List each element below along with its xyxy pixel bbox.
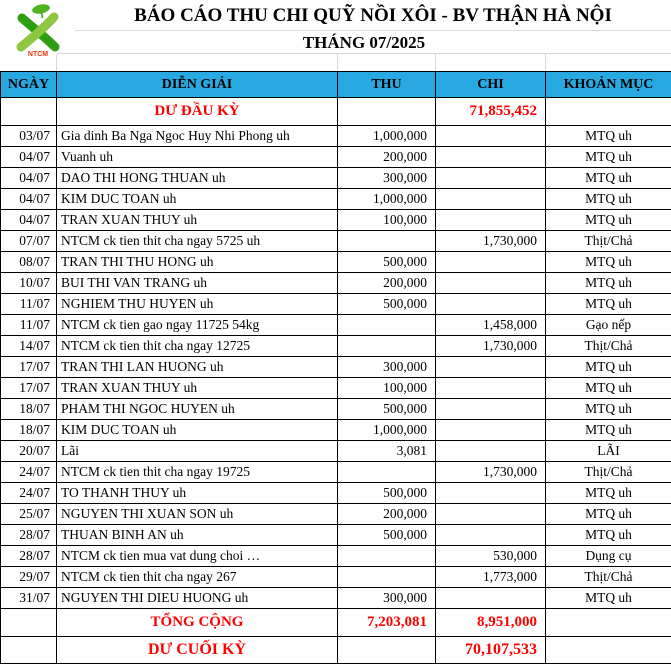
cell-chi bbox=[436, 252, 546, 273]
closing-balance-row bbox=[1, 637, 671, 664]
cell-date: 04/07 bbox=[1, 210, 57, 231]
cell-description: NTCM ck tien thit cha ngay 19725 bbox=[57, 462, 338, 483]
cell-category: MTQ uh bbox=[546, 189, 671, 210]
cell-thu bbox=[338, 637, 436, 664]
cell-description: THUAN BINH AN uh bbox=[57, 525, 338, 546]
cell-chi bbox=[436, 588, 546, 609]
cell-description: KIM DUC TOAN uh bbox=[57, 189, 338, 210]
cell-category: Dụng cụ bbox=[546, 546, 671, 567]
cell-chi bbox=[436, 168, 546, 189]
cell-category: MTQ uh bbox=[546, 273, 671, 294]
cell-thu bbox=[338, 336, 436, 357]
cell-chi bbox=[436, 126, 546, 147]
cell-thu: 200,000 bbox=[338, 273, 436, 294]
col-header-chi: CHI bbox=[436, 72, 546, 98]
cell-thu bbox=[338, 567, 436, 588]
cell-category: Thịt/Chả bbox=[546, 567, 671, 588]
cell-description: Lãi bbox=[57, 441, 338, 462]
cell-chi bbox=[436, 147, 546, 168]
cell-date: 10/07 bbox=[1, 273, 57, 294]
cell-description: TO THANH THUY uh bbox=[57, 483, 338, 504]
col-header-dien-giai: DIỄN GIẢI bbox=[57, 72, 338, 98]
cell-category bbox=[546, 98, 671, 126]
gridline-strip bbox=[0, 54, 671, 71]
cell-description: NGUYEN THI DIEU HUONG uh bbox=[57, 588, 338, 609]
cell-thu: 3,081 bbox=[338, 441, 436, 462]
cell-date: 28/07 bbox=[1, 546, 57, 567]
cell-thu: 200,000 bbox=[338, 147, 436, 168]
cell-date: 11/07 bbox=[1, 294, 57, 315]
cell-date: 14/07 bbox=[1, 336, 57, 357]
cell-description: PHAM THI NGOC HUYEN uh bbox=[57, 399, 338, 420]
table-row bbox=[1, 252, 671, 273]
cell-category: Thịt/Chả bbox=[546, 231, 671, 252]
cell-category: MTQ uh bbox=[546, 588, 671, 609]
data-rows bbox=[1, 126, 671, 609]
gridline bbox=[56, 54, 57, 71]
cell-date: 31/07 bbox=[1, 588, 57, 609]
cell-thu bbox=[338, 546, 436, 567]
table-row bbox=[1, 357, 671, 378]
cell-description: TRAN THI LAN HUONG uh bbox=[57, 357, 338, 378]
cell-category: MTQ uh bbox=[546, 399, 671, 420]
cell-category: MTQ uh bbox=[546, 294, 671, 315]
cell-chi bbox=[436, 483, 546, 504]
closing-balance-label: DƯ CUỐI KỲ bbox=[57, 637, 338, 664]
cell-date: 24/07 bbox=[1, 462, 57, 483]
table-row bbox=[1, 378, 671, 399]
cell-thu: 500,000 bbox=[338, 483, 436, 504]
cell-date: 24/07 bbox=[1, 483, 57, 504]
cell-chi: 1,730,000 bbox=[436, 336, 546, 357]
cell-chi bbox=[436, 399, 546, 420]
cell-chi bbox=[436, 504, 546, 525]
cell-description: Vuanh uh bbox=[57, 147, 338, 168]
report-title: BÁO CÁO THU CHI QUỸ NỒI XÔI - BV THẬN HÀ NỘI bbox=[75, 0, 671, 31]
cell-description: NTCM ck tien mua vat dung choi … bbox=[57, 546, 338, 567]
cell-category: MTQ uh bbox=[546, 357, 671, 378]
cell-chi bbox=[436, 441, 546, 462]
total-chi-amount: 8,951,000 bbox=[436, 609, 546, 637]
cell-date: 04/07 bbox=[1, 189, 57, 210]
cell-category: Thịt/Chả bbox=[546, 336, 671, 357]
gridline bbox=[337, 54, 338, 71]
cell-thu: 500,000 bbox=[338, 252, 436, 273]
cell-thu: 300,000 bbox=[338, 588, 436, 609]
col-header-khoan-muc: KHOẢN MỤC bbox=[546, 72, 671, 98]
cell-thu bbox=[338, 315, 436, 336]
cell-date: 04/07 bbox=[1, 147, 57, 168]
cell-description: NTCM ck tien gao ngay 11725 54kg bbox=[57, 315, 338, 336]
cell-thu: 200,000 bbox=[338, 504, 436, 525]
table-row bbox=[1, 525, 671, 546]
cell-chi: 1,730,000 bbox=[436, 231, 546, 252]
cell-description: DAO THI HONG THUAN uh bbox=[57, 168, 338, 189]
cell-category: MTQ uh bbox=[546, 168, 671, 189]
cell-date: 11/07 bbox=[1, 315, 57, 336]
cell-thu: 500,000 bbox=[338, 294, 436, 315]
cell-category bbox=[546, 609, 671, 637]
cell-chi bbox=[436, 420, 546, 441]
cell-date: 20/07 bbox=[1, 441, 57, 462]
table-row bbox=[1, 462, 671, 483]
table-row bbox=[1, 336, 671, 357]
cell-thu: 100,000 bbox=[338, 378, 436, 399]
cell-date: 08/07 bbox=[1, 252, 57, 273]
cell-thu bbox=[338, 98, 436, 126]
cell-category: MTQ uh bbox=[546, 483, 671, 504]
cell-description: KIM DUC TOAN uh bbox=[57, 420, 338, 441]
cell-category: MTQ uh bbox=[546, 147, 671, 168]
cell-date bbox=[1, 98, 57, 126]
total-thu-amount: 7,203,081 bbox=[338, 609, 436, 637]
cell-category: MTQ uh bbox=[546, 378, 671, 399]
thu-chi-table bbox=[0, 71, 671, 664]
table-row bbox=[1, 294, 671, 315]
svg-text:NTCM: NTCM bbox=[27, 51, 49, 58]
cell-description: TRAN THI THU HONG uh bbox=[57, 252, 338, 273]
cell-description: Gia dinh Ba Nga Ngoc Huy Nhi Phong uh bbox=[57, 126, 338, 147]
cell-chi bbox=[436, 273, 546, 294]
cell-chi: 1,458,000 bbox=[436, 315, 546, 336]
cell-thu: 300,000 bbox=[338, 168, 436, 189]
cell-date: 03/07 bbox=[1, 126, 57, 147]
table-row bbox=[1, 588, 671, 609]
table-row bbox=[1, 189, 671, 210]
cell-category: Gạo nếp bbox=[546, 315, 671, 336]
cell-thu: 300,000 bbox=[338, 357, 436, 378]
cell-category: MTQ uh bbox=[546, 210, 671, 231]
cell-chi bbox=[436, 210, 546, 231]
cell-thu bbox=[338, 231, 436, 252]
table-row bbox=[1, 147, 671, 168]
cell-description: TRAN XUAN THUY uh bbox=[57, 378, 338, 399]
cell-thu: 1,000,000 bbox=[338, 420, 436, 441]
total-label: TỔNG CỘNG bbox=[57, 609, 338, 637]
cell-thu: 500,000 bbox=[338, 399, 436, 420]
cell-description: BUI THI VAN TRANG uh bbox=[57, 273, 338, 294]
cell-category: MTQ uh bbox=[546, 504, 671, 525]
cell-description: NTCM ck tien thit cha ngay 267 bbox=[57, 567, 338, 588]
table-row bbox=[1, 231, 671, 252]
cell-category: MTQ uh bbox=[546, 126, 671, 147]
gridline bbox=[545, 54, 546, 71]
cell-date: 04/07 bbox=[1, 168, 57, 189]
closing-balance-amount: 70,107,533 bbox=[436, 637, 546, 664]
table-row bbox=[1, 126, 671, 147]
table-row bbox=[1, 441, 671, 462]
cell-date: 17/07 bbox=[1, 357, 57, 378]
cell-date bbox=[1, 609, 57, 637]
table-row bbox=[1, 273, 671, 294]
ntcm-logo-icon bbox=[8, 2, 68, 58]
cell-date: 18/07 bbox=[1, 399, 57, 420]
cell-description: NTCM ck tien thit cha ngay 5725 uh bbox=[57, 231, 338, 252]
table-row bbox=[1, 567, 671, 588]
cell-description: NGUYEN THI XUAN SON uh bbox=[57, 504, 338, 525]
cell-category: MTQ uh bbox=[546, 420, 671, 441]
cell-date: 29/07 bbox=[1, 567, 57, 588]
header-row bbox=[1, 72, 671, 98]
cell-chi bbox=[436, 357, 546, 378]
col-header-thu: THU bbox=[338, 72, 436, 98]
cell-date: 18/07 bbox=[1, 420, 57, 441]
cell-chi bbox=[436, 525, 546, 546]
report-month: THÁNG 07/2025 bbox=[57, 31, 671, 54]
cell-category bbox=[546, 637, 671, 664]
table-row bbox=[1, 420, 671, 441]
table-row bbox=[1, 210, 671, 231]
cell-chi: 1,730,000 bbox=[436, 462, 546, 483]
cell-chi: 1,773,000 bbox=[436, 567, 546, 588]
cell-category: LÃI bbox=[546, 441, 671, 462]
cell-date bbox=[1, 637, 57, 664]
opening-balance-row bbox=[1, 98, 671, 126]
cell-date: 07/07 bbox=[1, 231, 57, 252]
table-row bbox=[1, 483, 671, 504]
cell-chi bbox=[436, 378, 546, 399]
col-header-ngay: NGÀY bbox=[1, 72, 57, 98]
cell-category: MTQ uh bbox=[546, 525, 671, 546]
cell-thu: 100,000 bbox=[338, 210, 436, 231]
cell-date: 25/07 bbox=[1, 504, 57, 525]
opening-balance-amount: 71,855,452 bbox=[436, 98, 546, 126]
cell-thu: 1,000,000 bbox=[338, 189, 436, 210]
cell-description: TRAN XUAN THUY uh bbox=[57, 210, 338, 231]
gridline bbox=[435, 54, 436, 71]
table-row bbox=[1, 504, 671, 525]
cell-thu: 1,000,000 bbox=[338, 126, 436, 147]
opening-balance-label: DƯ ĐẦU KỲ bbox=[57, 98, 338, 126]
cell-date: 17/07 bbox=[1, 378, 57, 399]
table-row bbox=[1, 315, 671, 336]
table-row bbox=[1, 399, 671, 420]
table-row bbox=[1, 168, 671, 189]
cell-category: MTQ uh bbox=[546, 252, 671, 273]
cell-category: Thịt/Chả bbox=[546, 462, 671, 483]
total-row bbox=[1, 609, 671, 637]
cell-chi bbox=[436, 294, 546, 315]
cell-thu bbox=[338, 462, 436, 483]
cell-thu: 500,000 bbox=[338, 525, 436, 546]
cell-description: NTCM ck tien thit cha ngay 12725 bbox=[57, 336, 338, 357]
cell-chi: 530,000 bbox=[436, 546, 546, 567]
table-row bbox=[1, 546, 671, 567]
cell-date: 28/07 bbox=[1, 525, 57, 546]
cell-chi bbox=[436, 189, 546, 210]
cell-description: NGHIEM THU HUYEN uh bbox=[57, 294, 338, 315]
